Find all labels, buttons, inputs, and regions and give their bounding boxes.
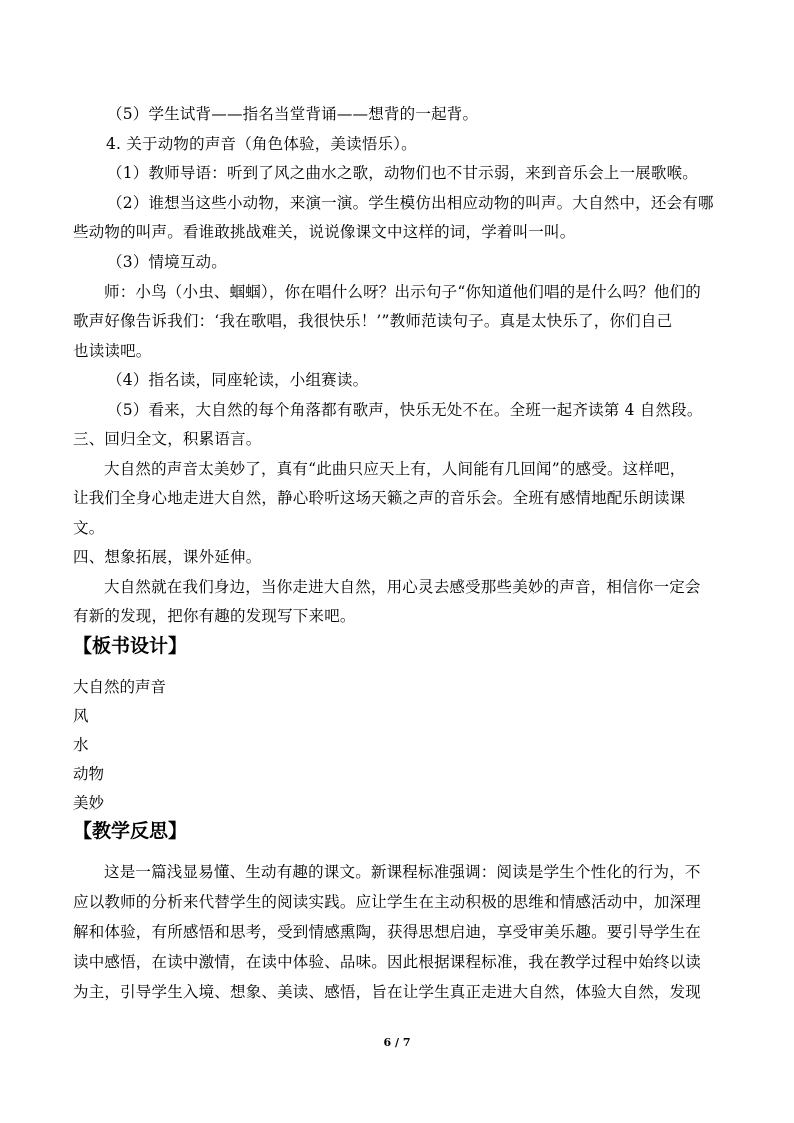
text-line: （3）情境互动。 xyxy=(107,253,227,271)
board-design-heading: 【板书设计】 xyxy=(73,635,188,657)
text-line: 解和体验，有所感悟和思考，受到情感熏陶，获得思想启迪，享受审美乐趣。要引导学生在 xyxy=(73,923,702,941)
text-line: 大自然就在我们身边，当你走进大自然，用心灵去感受那些美妙的声音，相信你一定会 xyxy=(104,578,701,596)
text-line: 文。 xyxy=(73,519,105,537)
board-item: 大自然的声音 xyxy=(73,678,167,696)
text-line: 这是一篇浅显易懂、生动有趣的课文。新课程标准强调：阅读是学生个性化的行为，不 xyxy=(104,863,701,881)
text-line: 些动物的叫声。看谁敢挑战难关，说说像课文中这样的词，学着叫一叫。 xyxy=(73,223,576,241)
reflection-heading: 【教学反思】 xyxy=(73,820,188,842)
board-item: 风 xyxy=(73,707,89,725)
text-line: 也读读吧。 xyxy=(73,342,152,360)
text-line: （1）教师导语：听到了风之曲水之歌，动物们也不甘示弱，来到音乐会上一展歌喉。 xyxy=(107,164,698,182)
text-line: 师：小鸟（小虫、蝈蝈），你在唱什么呀？出示句子“你知道他们唱的是什么吗？他们的 xyxy=(104,283,701,301)
text-line: 4. 关于动物的声音（角色体验，美读悟乐）。 xyxy=(106,135,417,153)
board-item: 美妙 xyxy=(73,794,105,812)
section-heading: 四、想象拓展，课外延伸。 xyxy=(73,548,262,566)
text-line: 为主，引导学生入境、想象、美读、感悟，旨在让学生真正走进大自然，体验大自然，发现 xyxy=(73,983,702,1001)
text-line: 让我们全身心地走进大自然，静心聆听这场天籁之声的音乐会。全班有感情地配乐朗读课 xyxy=(73,489,686,507)
text-line: （5）学生试背——指名当堂背诵——想背的一起背。 xyxy=(107,105,479,123)
text-line: 有新的发现，把你有趣的发现写下来吧。 xyxy=(73,607,356,625)
text-line: （4）指名读，同座轮读，小组赛读。 xyxy=(107,371,369,389)
text-line: 读中感悟，在读中激情，在读中体验、品味。因此根据课程标准，我在教学过程中始终以读 xyxy=(73,953,702,971)
board-item: 动物 xyxy=(73,765,105,783)
section-heading: 三、回归全文，积累语言。 xyxy=(73,430,262,448)
board-item: 水 xyxy=(73,736,89,754)
text-line: 应以教师的分析来代替学生的阅读实践。应让学生在主动积极的思维和情感活动中，加深理 xyxy=(73,893,702,911)
text-line: （2）谁想当这些小动物，来演一演。学生模仿出相应动物的叫声。大自然中，还会有哪 xyxy=(107,194,714,212)
text-line: （5）看来，大自然的每个角落都有歌声，快乐无处不在。全班一起齐读第 4 自然段。 xyxy=(107,401,703,419)
page-number: 6 / 7 xyxy=(383,1036,411,1049)
text-line: 歌声好像告诉我们：‘我在歌唱，我很快乐！’”教师范读句子。真是太快乐了，你们自己 xyxy=(73,312,673,330)
text-line: 大自然的声音太美妙了，真有“此曲只应天上有，人间能有几回闻”的感受。这样吧， xyxy=(104,460,686,478)
